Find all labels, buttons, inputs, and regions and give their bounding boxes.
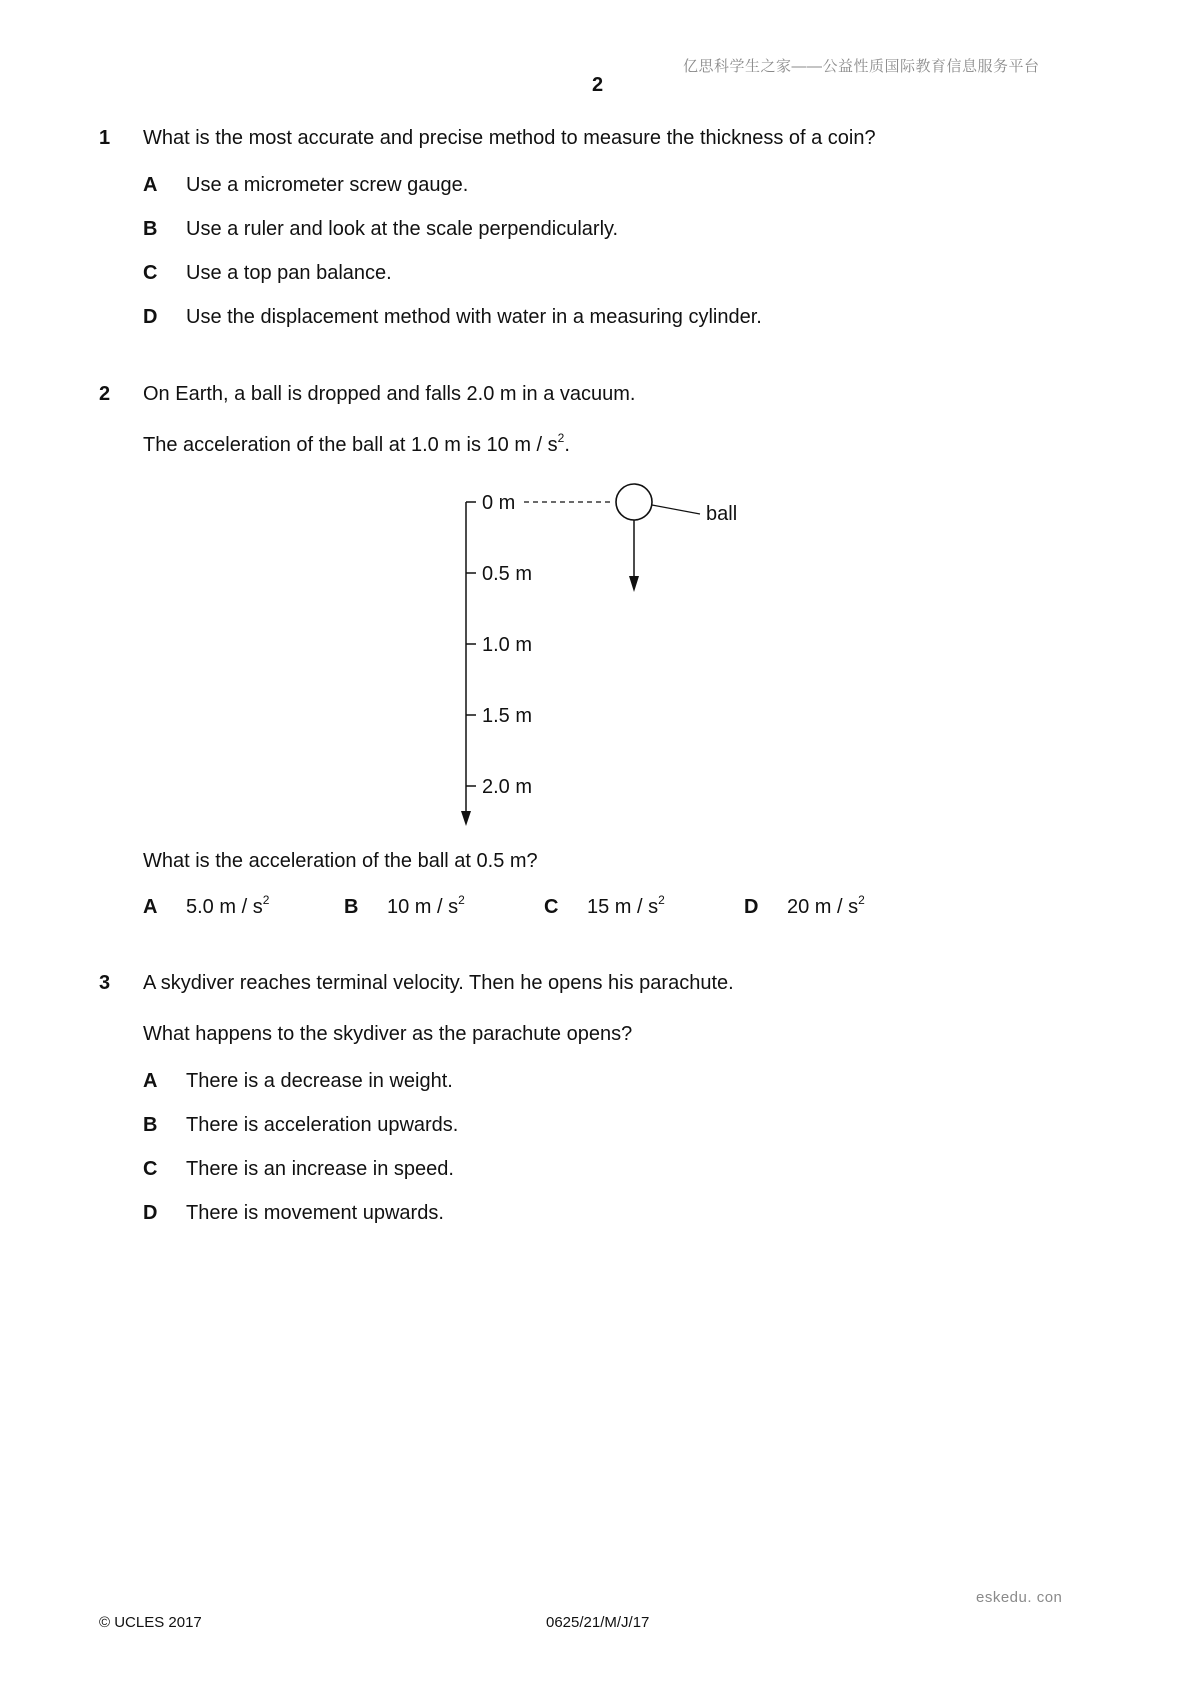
q2-option-a-value: 5.0 m / $s^2$ — [186, 893, 270, 918]
scale-label-1-5: 1.5 m — [482, 705, 533, 727]
q1-option-c-text: Use a top pan balance. — [186, 262, 392, 284]
scale-label-2-0: 2.0 m — [482, 776, 533, 798]
q1-option-c-letter: C — [143, 262, 158, 284]
q2-option-c-value: 15 m / $s^2$ — [587, 893, 665, 918]
question-3-stem: A skydiver reaches terminal velocity. Then he opens his parachute. — [143, 972, 734, 994]
q3-option-a-text: There is a decrease in weight. — [186, 1070, 453, 1092]
question-3-question: What happens to the skydiver as the parachute opens? — [143, 1023, 633, 1045]
q2-option-a-letter: A — [143, 896, 158, 918]
ball-label: ball — [706, 503, 738, 525]
question-2-given: The acceleration of the ball at 1.0 m is 10 m / $s^2$. — [143, 431, 570, 456]
page-number: 2 — [592, 74, 604, 96]
q1-option-d-text: Use the displacement method with water in a measuring cylinder. — [186, 306, 762, 328]
scale-label-1-0: 1.0 m — [482, 634, 533, 656]
q3-option-d-text: There is movement upwards. — [186, 1202, 444, 1224]
ball-circle — [616, 484, 652, 520]
question-1-stem: What is the most accurate and precise method to measure the thickness of a coin? — [143, 127, 876, 149]
scale-axis-arrowhead — [461, 811, 471, 826]
falling-ball-diagram — [420, 470, 760, 830]
paper-code: 0625/21/M/J/17 — [546, 1614, 650, 1631]
scale-label-0-5: 0.5 m — [482, 563, 533, 585]
q2-option-c-letter: C — [544, 896, 559, 918]
question-2-number: 2 — [99, 383, 111, 405]
q1-option-a-letter: A — [143, 174, 158, 196]
q1-option-d-letter: D — [143, 306, 158, 328]
q2-option-d-letter: D — [744, 896, 759, 918]
q2-option-b-letter: B — [344, 896, 359, 918]
q3-option-a-letter: A — [143, 1070, 158, 1092]
watermark-top: 亿思科学生之家——公益性质国际教育信息服务平台 — [683, 58, 1040, 75]
q3-option-c-letter: C — [143, 1158, 158, 1180]
question-3-number: 3 — [99, 972, 111, 994]
question-2-stem: On Earth, a ball is dropped and falls 2.0 m in a vacuum. — [143, 383, 636, 405]
q3-option-d-letter: D — [143, 1202, 158, 1224]
q1-option-a-text: Use a micrometer screw gauge. — [186, 174, 469, 196]
q3-option-c-text: There is an increase in speed. — [186, 1158, 454, 1180]
q2-option-d-value: 20 m / $s^2$ — [787, 893, 865, 918]
scale-label-0: 0 m — [482, 492, 516, 514]
q2-option-b-value: 10 m / $s^2$ — [387, 893, 465, 918]
question-1-number: 1 — [99, 127, 111, 149]
ball-leader-line — [652, 505, 700, 514]
copyright: © UCLES 2017 — [99, 1614, 202, 1631]
motion-arrow-head — [629, 576, 639, 592]
q1-option-b-letter: B — [143, 218, 158, 240]
q1-option-b-text: Use a ruler and look at the scale perpendicularly. — [186, 218, 619, 240]
watermark-bottom: eskedu. con — [976, 1589, 1063, 1606]
q3-option-b-letter: B — [143, 1114, 158, 1136]
question-2-question: What is the acceleration of the ball at 0.5 m? — [143, 850, 538, 872]
q3-option-b-text: There is acceleration upwards. — [186, 1114, 459, 1136]
